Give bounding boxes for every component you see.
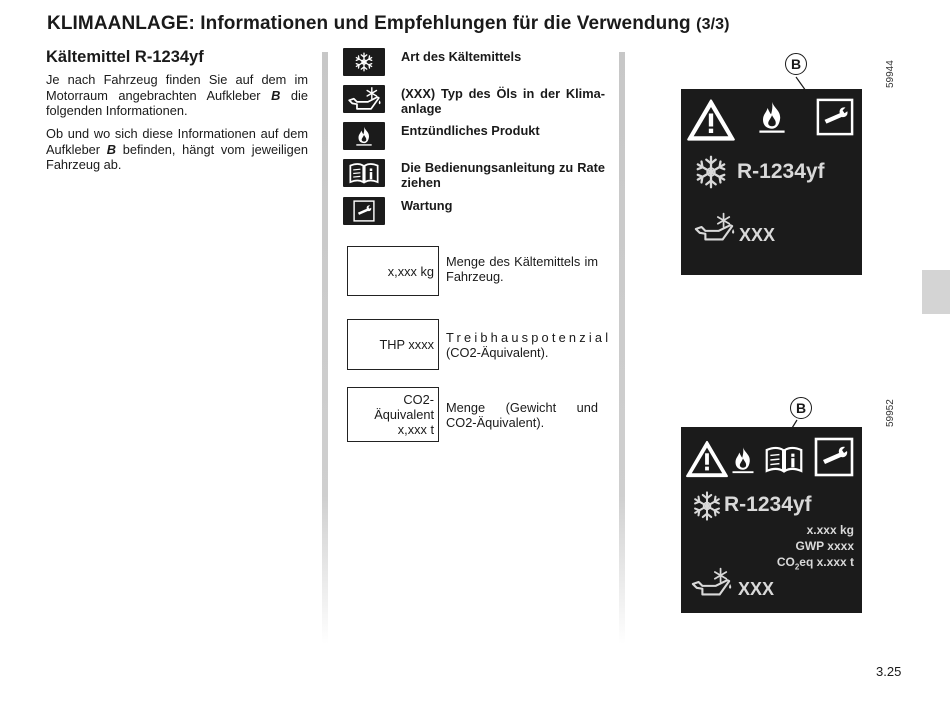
para1-marker: B [271, 87, 281, 103]
manual-icon [343, 159, 385, 187]
paragraph-2 [46, 126, 308, 173]
para2-marker: B [106, 141, 117, 157]
para2-text-a: Ob und wo sich diese Informationen auf dem Aufkleber [46, 126, 308, 157]
co2-subscript: 2 [794, 562, 800, 572]
oil-can-icon [692, 212, 736, 244]
co2-equivalent-box [347, 387, 439, 442]
oil-type: XXX [738, 579, 775, 599]
legend-oil-type: (XXX) Typ des Öls in der Klima-anlage [401, 86, 605, 116]
section-subtitle: Kältemittel R-1234yf [46, 48, 204, 66]
snowflake-icon [690, 489, 724, 523]
gwp-box [347, 319, 439, 370]
legend-flammable: Entzündliches Produkt [401, 123, 540, 138]
flame-icon [754, 98, 790, 136]
figure-1-marker-b: B [785, 53, 807, 75]
flame-icon [343, 122, 385, 150]
refrigerant-label-1 [681, 89, 862, 275]
para2-text-b: befinden, hängt vom jeweiligen Fahrzeug ab. [46, 141, 308, 172]
page-title [47, 13, 730, 35]
figure-2-reference: 59952 [885, 399, 896, 427]
manual-icon [764, 444, 804, 476]
column-divider-left [322, 52, 328, 644]
para1-text-b: die folgenden Informationen. [46, 87, 308, 118]
gwp-desc [446, 330, 612, 360]
co2-equivalent-value [374, 392, 434, 437]
wrench-icon [814, 437, 854, 477]
co2-equivalent [777, 555, 854, 571]
co2-box-line2: Äquivalent [374, 407, 434, 422]
page-number: 3.25 [876, 664, 902, 679]
legend-refrigerant-type: Art des Kältemittels [401, 49, 522, 64]
flame-icon [728, 443, 758, 477]
refrigerant-label-2 [681, 427, 862, 613]
snowflake-icon [343, 48, 385, 76]
gwp-value: THP xxxx [379, 337, 434, 352]
gwp-desc-line1: Treibhauspotenzial [446, 330, 612, 345]
oil-can-icon [689, 567, 733, 599]
co2-text-b: eq x.xxx t [799, 555, 854, 569]
gwp-value: GWP xxxx [795, 539, 854, 553]
refrigerant-name: R-1234yf [724, 493, 812, 516]
snowflake-icon [692, 152, 730, 192]
refrigerant-name: R-1234yf [737, 160, 825, 183]
oil-can-icon [343, 85, 385, 113]
gwp-desc-line2: (CO2-Äquivalent). [446, 345, 549, 360]
figure-1-reference: 59944 [885, 60, 896, 88]
figure-2-marker-b: B [790, 397, 812, 419]
oil-type: XXX [739, 225, 776, 245]
co2-box-line1: CO2- [403, 392, 434, 407]
refrigerant-quantity-box [347, 246, 439, 296]
column-divider-right [619, 52, 625, 644]
warning-icon [683, 439, 731, 479]
chapter-tab [922, 270, 950, 314]
title-part: (3/3) [696, 16, 730, 33]
title-text: KLIMAANLAGE: Informationen und Empfehlungen für die Verwendung [47, 13, 691, 34]
co2-equivalent-desc: Menge (Gewicht und CO2-Äquivalent). [446, 400, 598, 430]
warning-icon [685, 97, 737, 143]
paragraph-1 [46, 72, 308, 119]
co2-box-line3: x,xxx t [397, 422, 434, 437]
refrigerant-quantity: x.xxx kg [806, 523, 854, 537]
co2-text-a: CO [776, 555, 795, 569]
para1-text-a: Je nach Fahrzeug finden Sie auf dem im Motorraum angebrachten Aufkleber [46, 72, 308, 103]
legend-consult-manual: Die Bedienungsanleitung zu Rate ziehen [401, 160, 605, 190]
refrigerant-quantity-desc: Menge des Kältemittels im Fahrzeug. [446, 254, 598, 284]
legend-maintenance: Wartung [401, 198, 453, 213]
refrigerant-quantity-value: x,xxx kg [387, 263, 434, 279]
wrench-icon [343, 197, 385, 225]
wrench-icon [816, 98, 854, 136]
